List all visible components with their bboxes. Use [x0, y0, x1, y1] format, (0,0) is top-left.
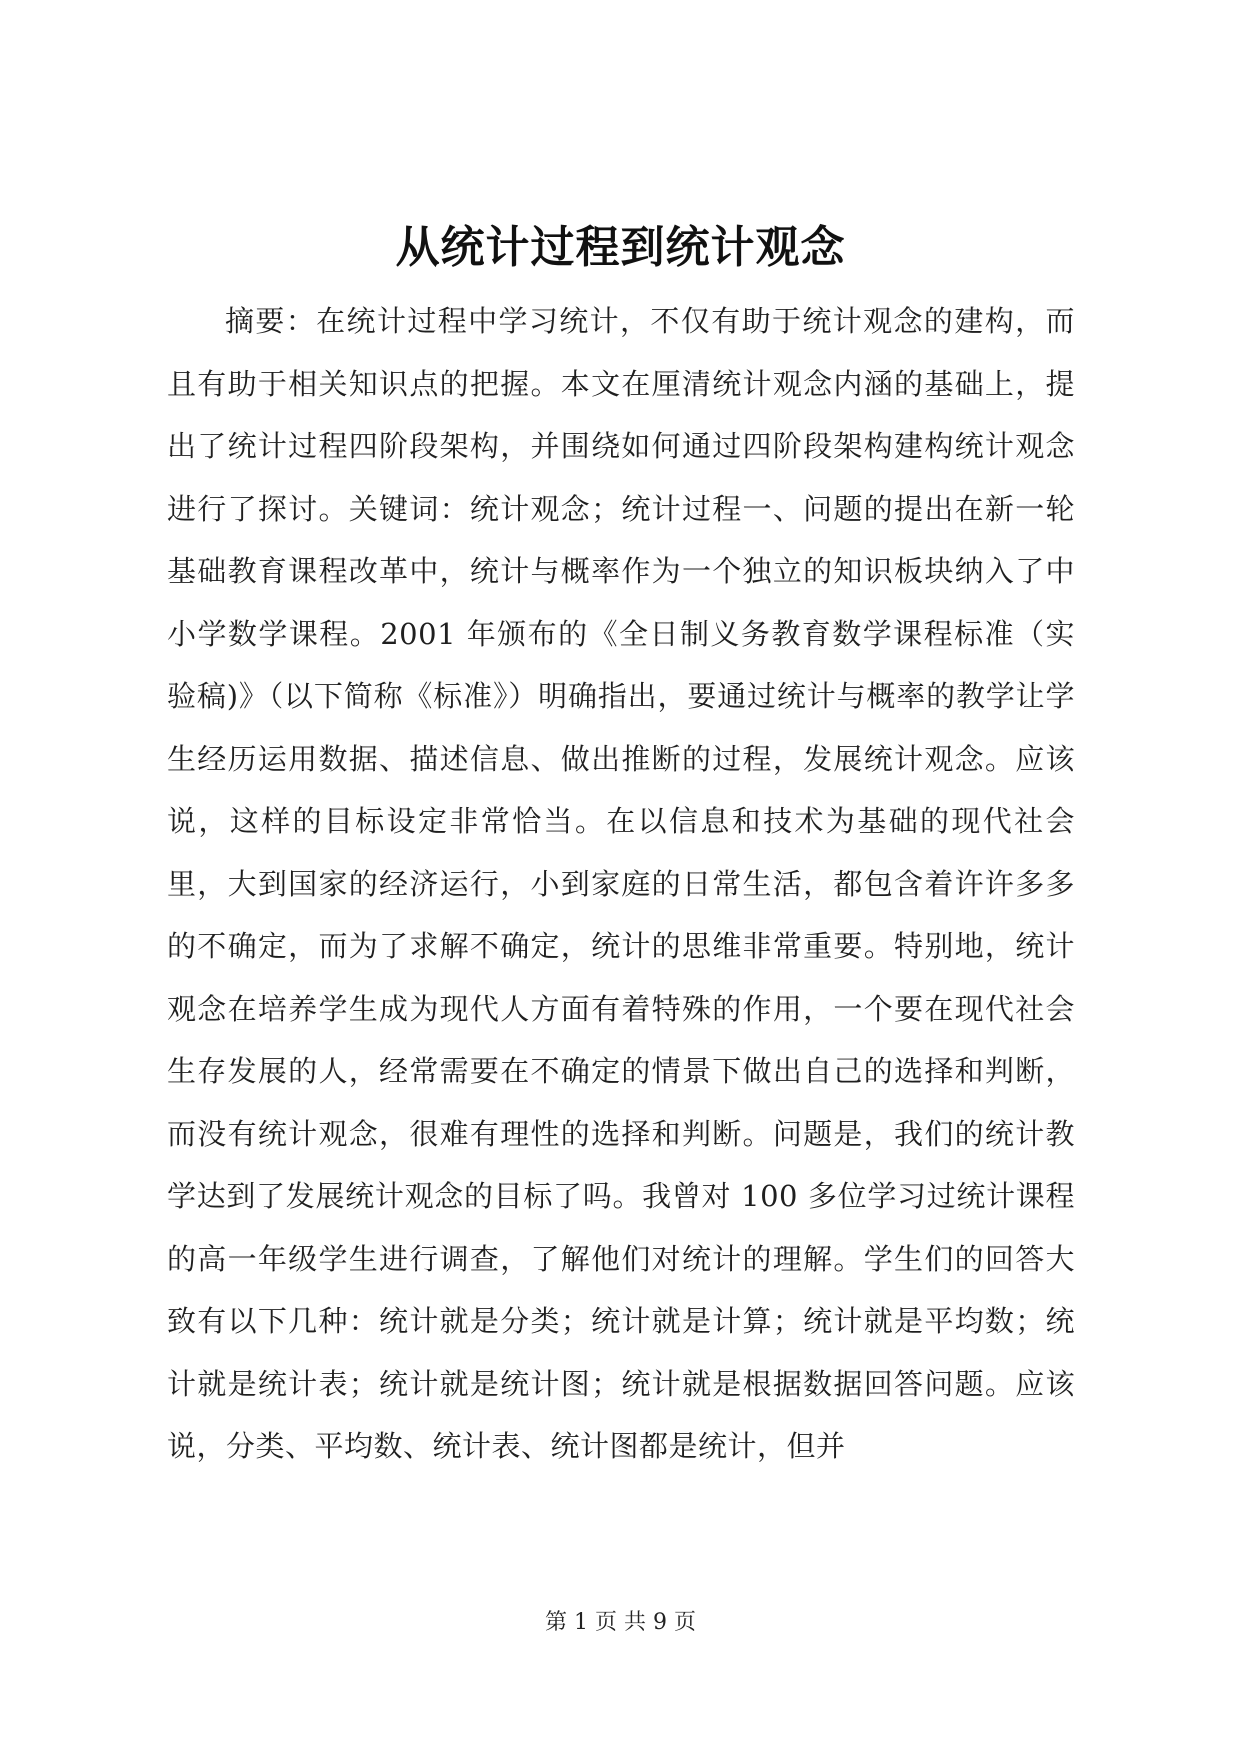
- page-number-footer: 第 1 页 共 9 页: [545, 1610, 696, 1635]
- document-title: 从统计过程到统计观念: [395, 222, 846, 273]
- body-paragraph: 摘要：在统计过程中学习统计，不仅有助于统计观念的建构，而且有助于相关知识点的把握。本文在厘清统计观念内涵的基础上，提出了统计过程四阶段架构，并围绕如何通过四阶段架构建构统计观念进行了探讨。关键词：统计观念；统计过程一、问题的提出在新一轮基础教育课程改革中，统计与概率作为一个独立的知识板块纳入了中小学数学课程。2001 年颁布的《全日制义务教育数学课程标准（实验稿)》（以下简称《标准》）明确指出，要通过统计与概率的教学让学生经历运用数据、描述信息、做出推断的过程，发展统计观念。应该说，这样的目标设定非常恰当。在以信息和技术为基础的现代社会里，大到国家的经济运行，小到家庭的日常生活，都包含着许许多多的不确定，而为了求解不确定，统计的思维非常重要。特别地，统计观念在培养学生成为现代人方面有着特殊的作用，一个要在现代社会生存发展的人，经常需要在不确定的情景下做出自己的选择和判断，而没有统计观念，很难有理性的选择和判断。问题是，我们的统计教学达到了发展统计观念的目标了吗。我曾对 100 多位学习过统计课程的高一年级学生进行调查，了解他们对统计的理解。学生们的回答大致有以下几种：统计就是分类；统计就是计算；统计就是平均数；统计就是统计表；统计就是统计图；统计就是根据数据回答问题。应该说，分类、平均数、统计表、统计图都是统计，但并: [167, 304, 1075, 1463]
